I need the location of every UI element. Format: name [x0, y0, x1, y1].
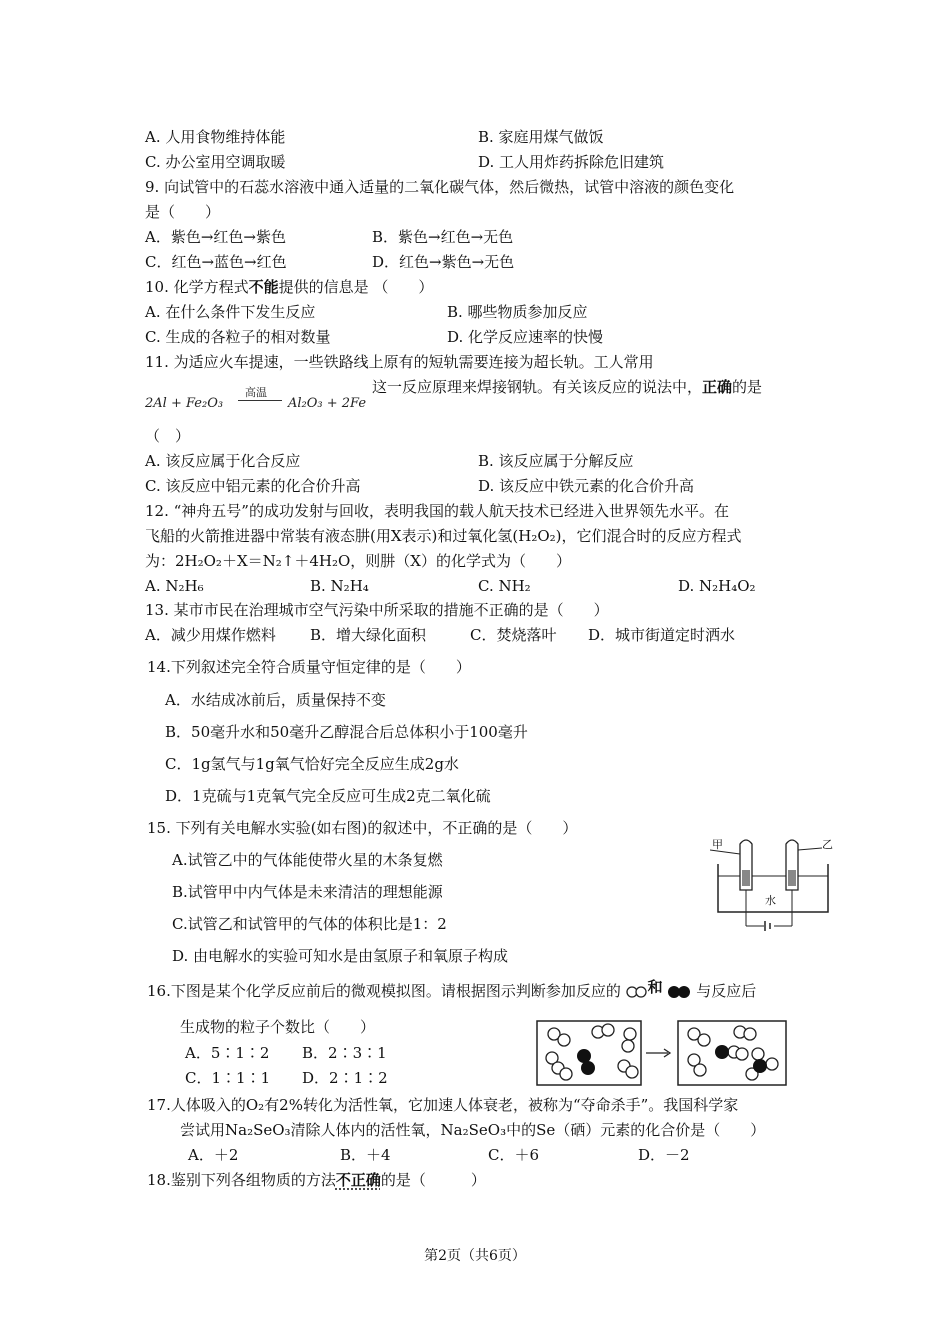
q11-equation-condition: 高温: [245, 386, 267, 399]
q16-stem-line1: [147, 978, 757, 1001]
q9-option-c: C．红色→蓝色→红色: [145, 253, 287, 271]
q11-stem-line3: （ ）: [145, 427, 191, 445]
q12-option-a: A. N₂H₆: [145, 577, 204, 595]
electrolysis-label-right: 乙: [822, 838, 833, 851]
q14-stem: 14.下列叙述完全符合质量守恒定律的是（ ）: [147, 658, 471, 676]
q14-option-c: C．1g氢气与1g氧气恰好完全反应生成2g水: [165, 755, 459, 773]
q8-option-b: B. 家庭用煤气做饭: [478, 128, 604, 146]
q10-option-b: B. 哪些物质参加反应: [447, 303, 588, 321]
q12-stem-line1: 12. “神舟五号”的成功发射与回收，表明我国的载人航天技术已经进入世界领先水平。在: [145, 502, 729, 520]
q11-stem-line1: 11. 为适应火车提速，一些铁路线上原有的短轨需要连接为超长轨。工人常用: [145, 353, 654, 371]
q8-option-a: A. 人用食物维持体能: [145, 128, 286, 146]
q11-equation-right: Al₂O₃ + 2Fe: [288, 396, 367, 411]
q16-stem1-post: 与反应后: [696, 982, 757, 1000]
electrolysis-label-left: 甲: [712, 838, 723, 851]
q13-option-b: B．增大绿化面积: [310, 626, 427, 644]
q11-equation-left: 2Al + Fe₂O₃: [145, 396, 224, 411]
hollow-molecule-icon: [626, 985, 648, 999]
solid-molecule-icon: [667, 985, 691, 999]
page-footer: 第2页（共6页）: [424, 1248, 526, 1264]
q11-option-b: B. 该反应属于分解反应: [478, 452, 634, 470]
q11-option-d: D. 该反应中铁元素的化合价升高: [478, 477, 695, 495]
q18-stem-post: 的是（ ）: [380, 1171, 486, 1189]
q16-stem-line2: 生成物的粒子个数比（ ）: [180, 1018, 376, 1036]
q10-option-c: C. 生成的各粒子的相对数量: [145, 328, 331, 346]
q17-option-d: D．－2: [638, 1146, 690, 1164]
q18-stem-pre: 18.鉴别下列各组物质的方法: [147, 1171, 336, 1189]
q8-option-d: D. 工人用炸药拆除危旧建筑: [478, 153, 665, 171]
q17-stem-line2: 尝试用Na₂SeO₃清除人体内的活性氧，Na₂SeO₃中的Se（硒）元素的化合价是（ ）: [180, 1121, 766, 1139]
q10-stem-post: 提供的信息是 （ ）: [278, 278, 434, 296]
q10-option-a: A. 在什么条件下发生反应: [145, 303, 316, 321]
q10-stem-emphasis: 不能: [248, 278, 279, 296]
q11-stem2-emphasis: 正确: [702, 378, 733, 396]
q15-option-d: D. 由电解水的实验可知水是由氢原子和氧原子构成: [172, 947, 509, 965]
q12-stem-line2: 飞船的火箭推进器中常装有液态肼(用X表示)和过氧化氢(H₂O₂)，它们混合时的反应方程式: [145, 527, 742, 545]
q17-option-c: C．＋6: [488, 1146, 540, 1164]
q14-option-b: B．50毫升水和50毫升乙醇混合后总体积小于100毫升: [165, 723, 528, 741]
q11-stem2-pre: 这一反应原理来焊接钢轨。有关该反应的说法中，: [372, 378, 703, 396]
q11-option-a: A. 该反应属于化合反应: [145, 452, 301, 470]
q16-stem1-pre: 16.下图是某个化学反应前后的微观模拟图。请根据图示判断参加反应的: [147, 982, 621, 1000]
q16-option-a: A．5∶1∶2: [185, 1044, 270, 1062]
q15-stem: 15. 下列有关电解水实验(如右图)的叙述中，不正确的是（ ）: [147, 819, 578, 837]
q13-stem: 13. 某市市民在治理城市空气污染中所采取的措施不正确的是（ ）: [145, 601, 609, 619]
q16-stem1-and: 和: [647, 978, 663, 996]
q11-option-c: C. 该反应中铝元素的化合价升高: [145, 477, 361, 495]
q17-stem-line1: 17.人体吸入的O₂有2%转化为活性氧，它加速人体衰老，被称为“夺命杀手”。我国科学家: [147, 1096, 739, 1114]
q10-option-d: D. 化学反应速率的快慢: [447, 328, 604, 346]
q12-option-d: D. N₂H₄O₂: [678, 577, 756, 595]
q9-stem-line1: 9. 向试管中的石蕊水溶液中通入适量的二氧化碳气体，然后微热，试管中溶液的颜色变化: [145, 178, 735, 196]
q13-option-c: C．焚烧落叶: [470, 626, 557, 644]
q14-option-d: D．1克硫与1克氧气完全反应可生成2克二氧化硫: [165, 787, 491, 805]
q11-equation-arrow: [238, 400, 282, 401]
q12-option-b: B. N₂H₄: [310, 577, 369, 595]
q12-stem-line3: 为：2H₂O₂＋X＝N₂↑＋4H₂O，则肼（X）的化学式为（ ）: [145, 552, 571, 570]
q9-option-b: B．紫色→红色→无色: [372, 228, 514, 246]
q17-option-a: A．＋2: [188, 1146, 239, 1164]
q9-option-d: D．红色→紫色→无色: [372, 253, 515, 271]
q9-stem-line2: 是（ ）: [145, 203, 221, 221]
q16-option-b: B．2∶3∶1: [302, 1044, 387, 1062]
q15-option-a: A.试管乙中的气体能使带火星的木条复燃: [172, 851, 443, 869]
q18-stem: [147, 1170, 486, 1190]
reaction-model-svg: [536, 1020, 788, 1086]
reaction-model-diagram: [536, 1020, 788, 1086]
q9-option-a: A．紫色→红色→紫色: [145, 228, 286, 246]
electrolysis-label-water: 水: [765, 894, 776, 907]
q13-option-a: A．减少用煤作燃料: [145, 626, 276, 644]
q18-stem-emphasis: 不正确: [335, 1171, 381, 1189]
q10-stem-pre: 10. 化学方程式: [145, 278, 249, 296]
q8-option-c: C. 办公室用空调取暖: [145, 153, 286, 171]
q14-option-a: A．水结成冰前后，质量保持不变: [165, 691, 386, 709]
q11-stem-line2: [372, 377, 762, 397]
q17-option-b: B．＋4: [340, 1146, 391, 1164]
q15-option-c: C.试管乙和试管甲的气体的体积比是1：2: [172, 915, 447, 933]
q12-option-c: C. NH₂: [478, 577, 531, 595]
q13-option-d: D．城市街道定时洒水: [588, 626, 736, 644]
electrolysis-diagram: [710, 830, 840, 942]
q16-option-d: D．2∶1∶2: [302, 1069, 388, 1087]
q10-stem: [145, 277, 433, 297]
q15-option-b: B.试管甲中内气体是未来清洁的理想能源: [172, 883, 443, 901]
q11-stem2-post: 的是: [732, 378, 763, 396]
q16-option-c: C．1∶1∶1: [185, 1069, 271, 1087]
electrolysis-diagram-svg: [710, 830, 840, 942]
